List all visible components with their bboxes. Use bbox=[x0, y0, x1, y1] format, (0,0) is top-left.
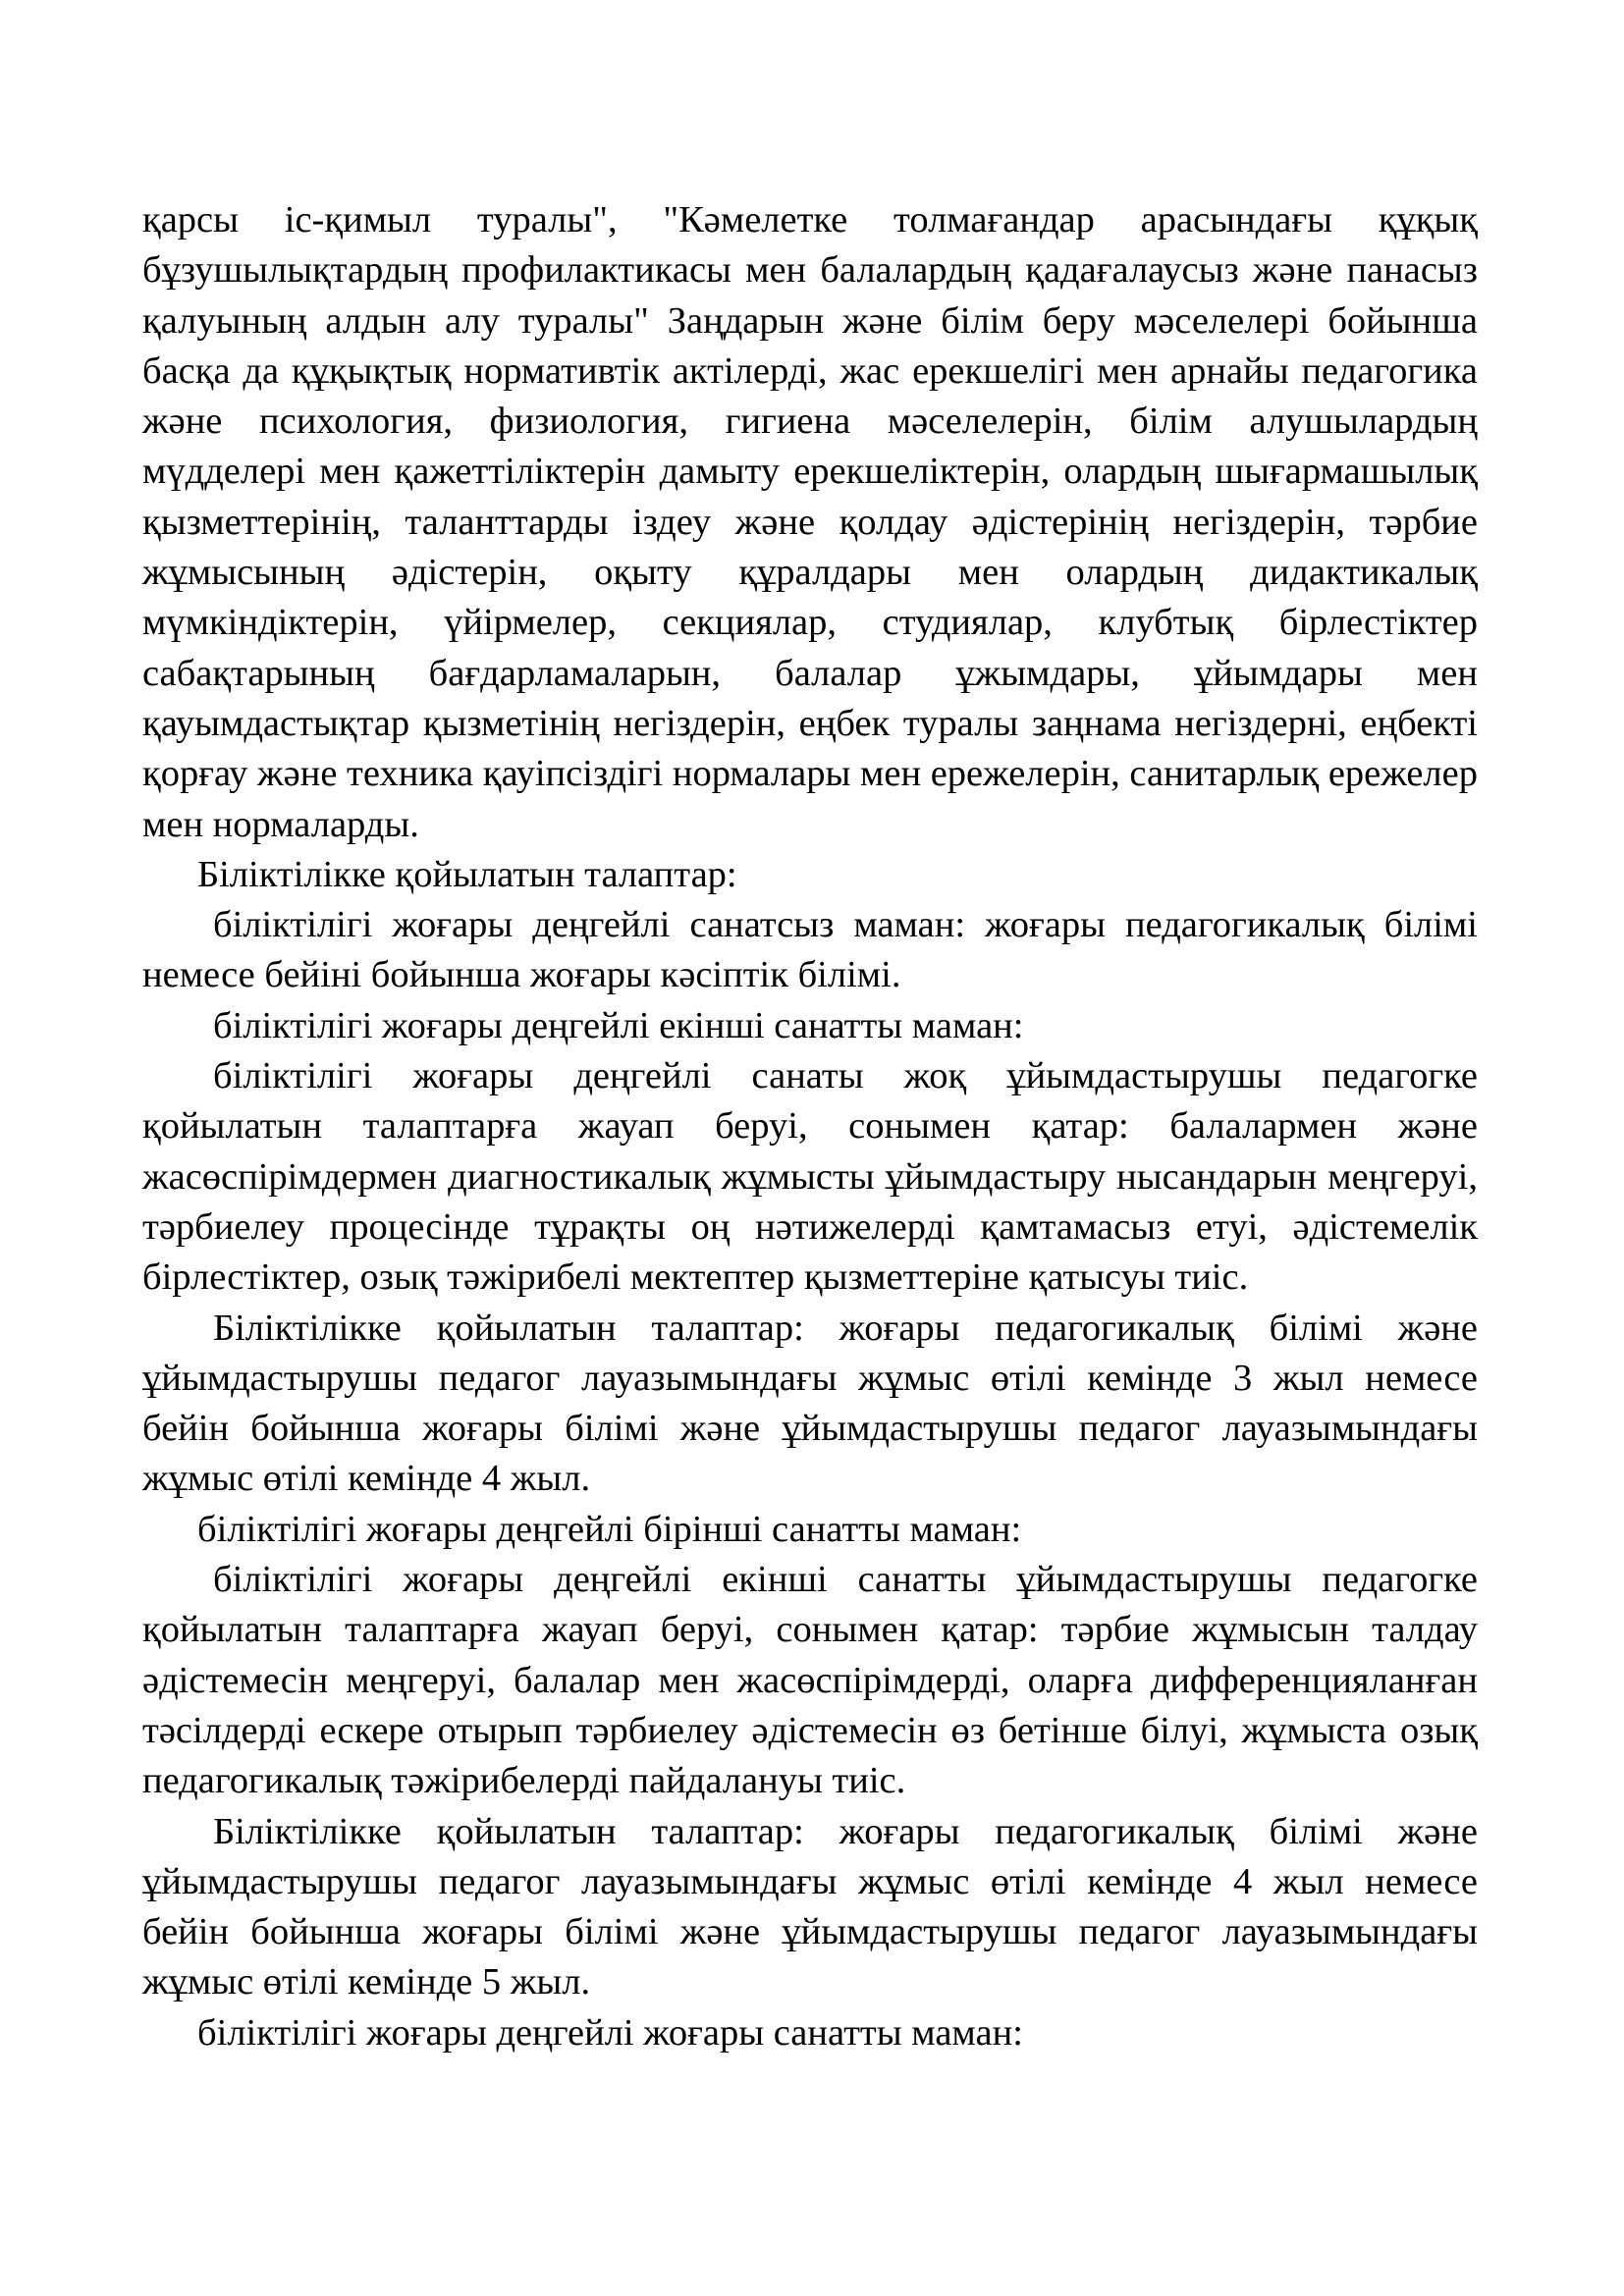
paragraph: біліктілігі жоғары деңгейлі жоғары санатты маман: bbox=[197, 2011, 1023, 2054]
paragraph: Біліктілікке қойылатын талаптар: bbox=[197, 853, 737, 895]
document-text bbox=[142, 195, 1478, 2058]
paragraph: біліктілігі жоғары деңгейлі санатсыз маман: жоғары педагогикалық білімі немесе бейіні бойынша жоғары кәсіптік білімі. bbox=[142, 904, 1478, 996]
paragraph: біліктілігі жоғары деңгейлі екінші санатты маман: bbox=[213, 1004, 1024, 1046]
paragraph: қарсы іс-қимыл туралы", "Кәмелетке толмағандар арасындағы құқық бұзушылықтардың профилактикасы мен балалардың қадағалаусыз және панасыз қалуының алдын алу туралы" Заңдарын және білім беру мәселелері бойынша басқа да құқықтық нормативтік актілерді, жас ерекшелігі мен арнайы педагогика және психология, физиология, гигиена мәселелерін, білім алушылардың мүдделері мен қажеттіліктерін дамыту ерекшеліктерін, олардың шығармашылық қызметтерінің, таланттарды іздеу және қолдау әдістерінің негіздерін, тәрбие жұмысының әдістерін, оқыту құралдары мен олардың дидактикалық мүмкіндіктерін, үйірмелер, секциялар, студиялар, клубтық бірлестіктер сабақтарының бағдарламаларын, балалар ұжымдары, ұйымдары мен қауымдастықтар қызметінің негіздерін, еңбек туралы заңнама негіздерні, еңбекті қорғау және техника қауіпсіздігі нормалары мен ережелерін, санитарлық ережелер мен нормаларды. bbox=[142, 199, 1478, 845]
paragraph: Біліктілікке қойылатын талаптар: жоғары педагогикалық білімі және ұйымдастырушы педагог лауазымындағы жұмыс өтілі кемінде 4 жыл немесе бейін бойынша жоғары білімі және ұйымдастырушы педагог лауазымындағы жұмыс өтілі кемінде 5 жыл. bbox=[142, 1810, 1478, 2003]
paragraph: Біліктілікке қойылатын талаптар: жоғары педагогикалық білімі және ұйымдастырушы педагог лауазымындағы жұмыс өтілі кемінде 3 жыл немесе бейін бойынша жоғары білімі және ұйымдастырушы педагог лауазымындағы жұмыс өтілі кемінде 4 жыл. bbox=[142, 1307, 1478, 1500]
paragraph: біліктілігі жоғары деңгейлі бірінші санатты маман: bbox=[197, 1508, 1022, 1550]
paragraph: біліктілігі жоғары деңгейлі санаты жоқ ұйымдастырушы педагогке қойылатын талаптарға жауап беруі, сонымен қатар: балалармен және жасөспірімдермен диагностикалық жұмысты ұйымдастыру нысандарын меңгеруі, тәрбиелеу процесінде тұрақты оң нәтижелерді қамтамасыз етуі, әдістемелік бірлестіктер, озық тәжірибелі мектептер қызметтеріне қатысуы тиіс. bbox=[142, 1055, 1478, 1299]
paragraph: біліктілігі жоғары деңгейлі екінші санатты ұйымдастырушы педагогке қойылатын талаптарға жауап беруі, сонымен қатар: тәрбие жұмысын талдау әдістемесін меңгеруі, балалар мен жасөспірімдерді, оларға дифференцияланған тәсілдерді ескере отырып тәрбиелеу әдістемесін өз бетінше білуі, жұмыста озық педагогикалық тәжірибелерді пайдалануы тиіс. bbox=[142, 1559, 1478, 1802]
